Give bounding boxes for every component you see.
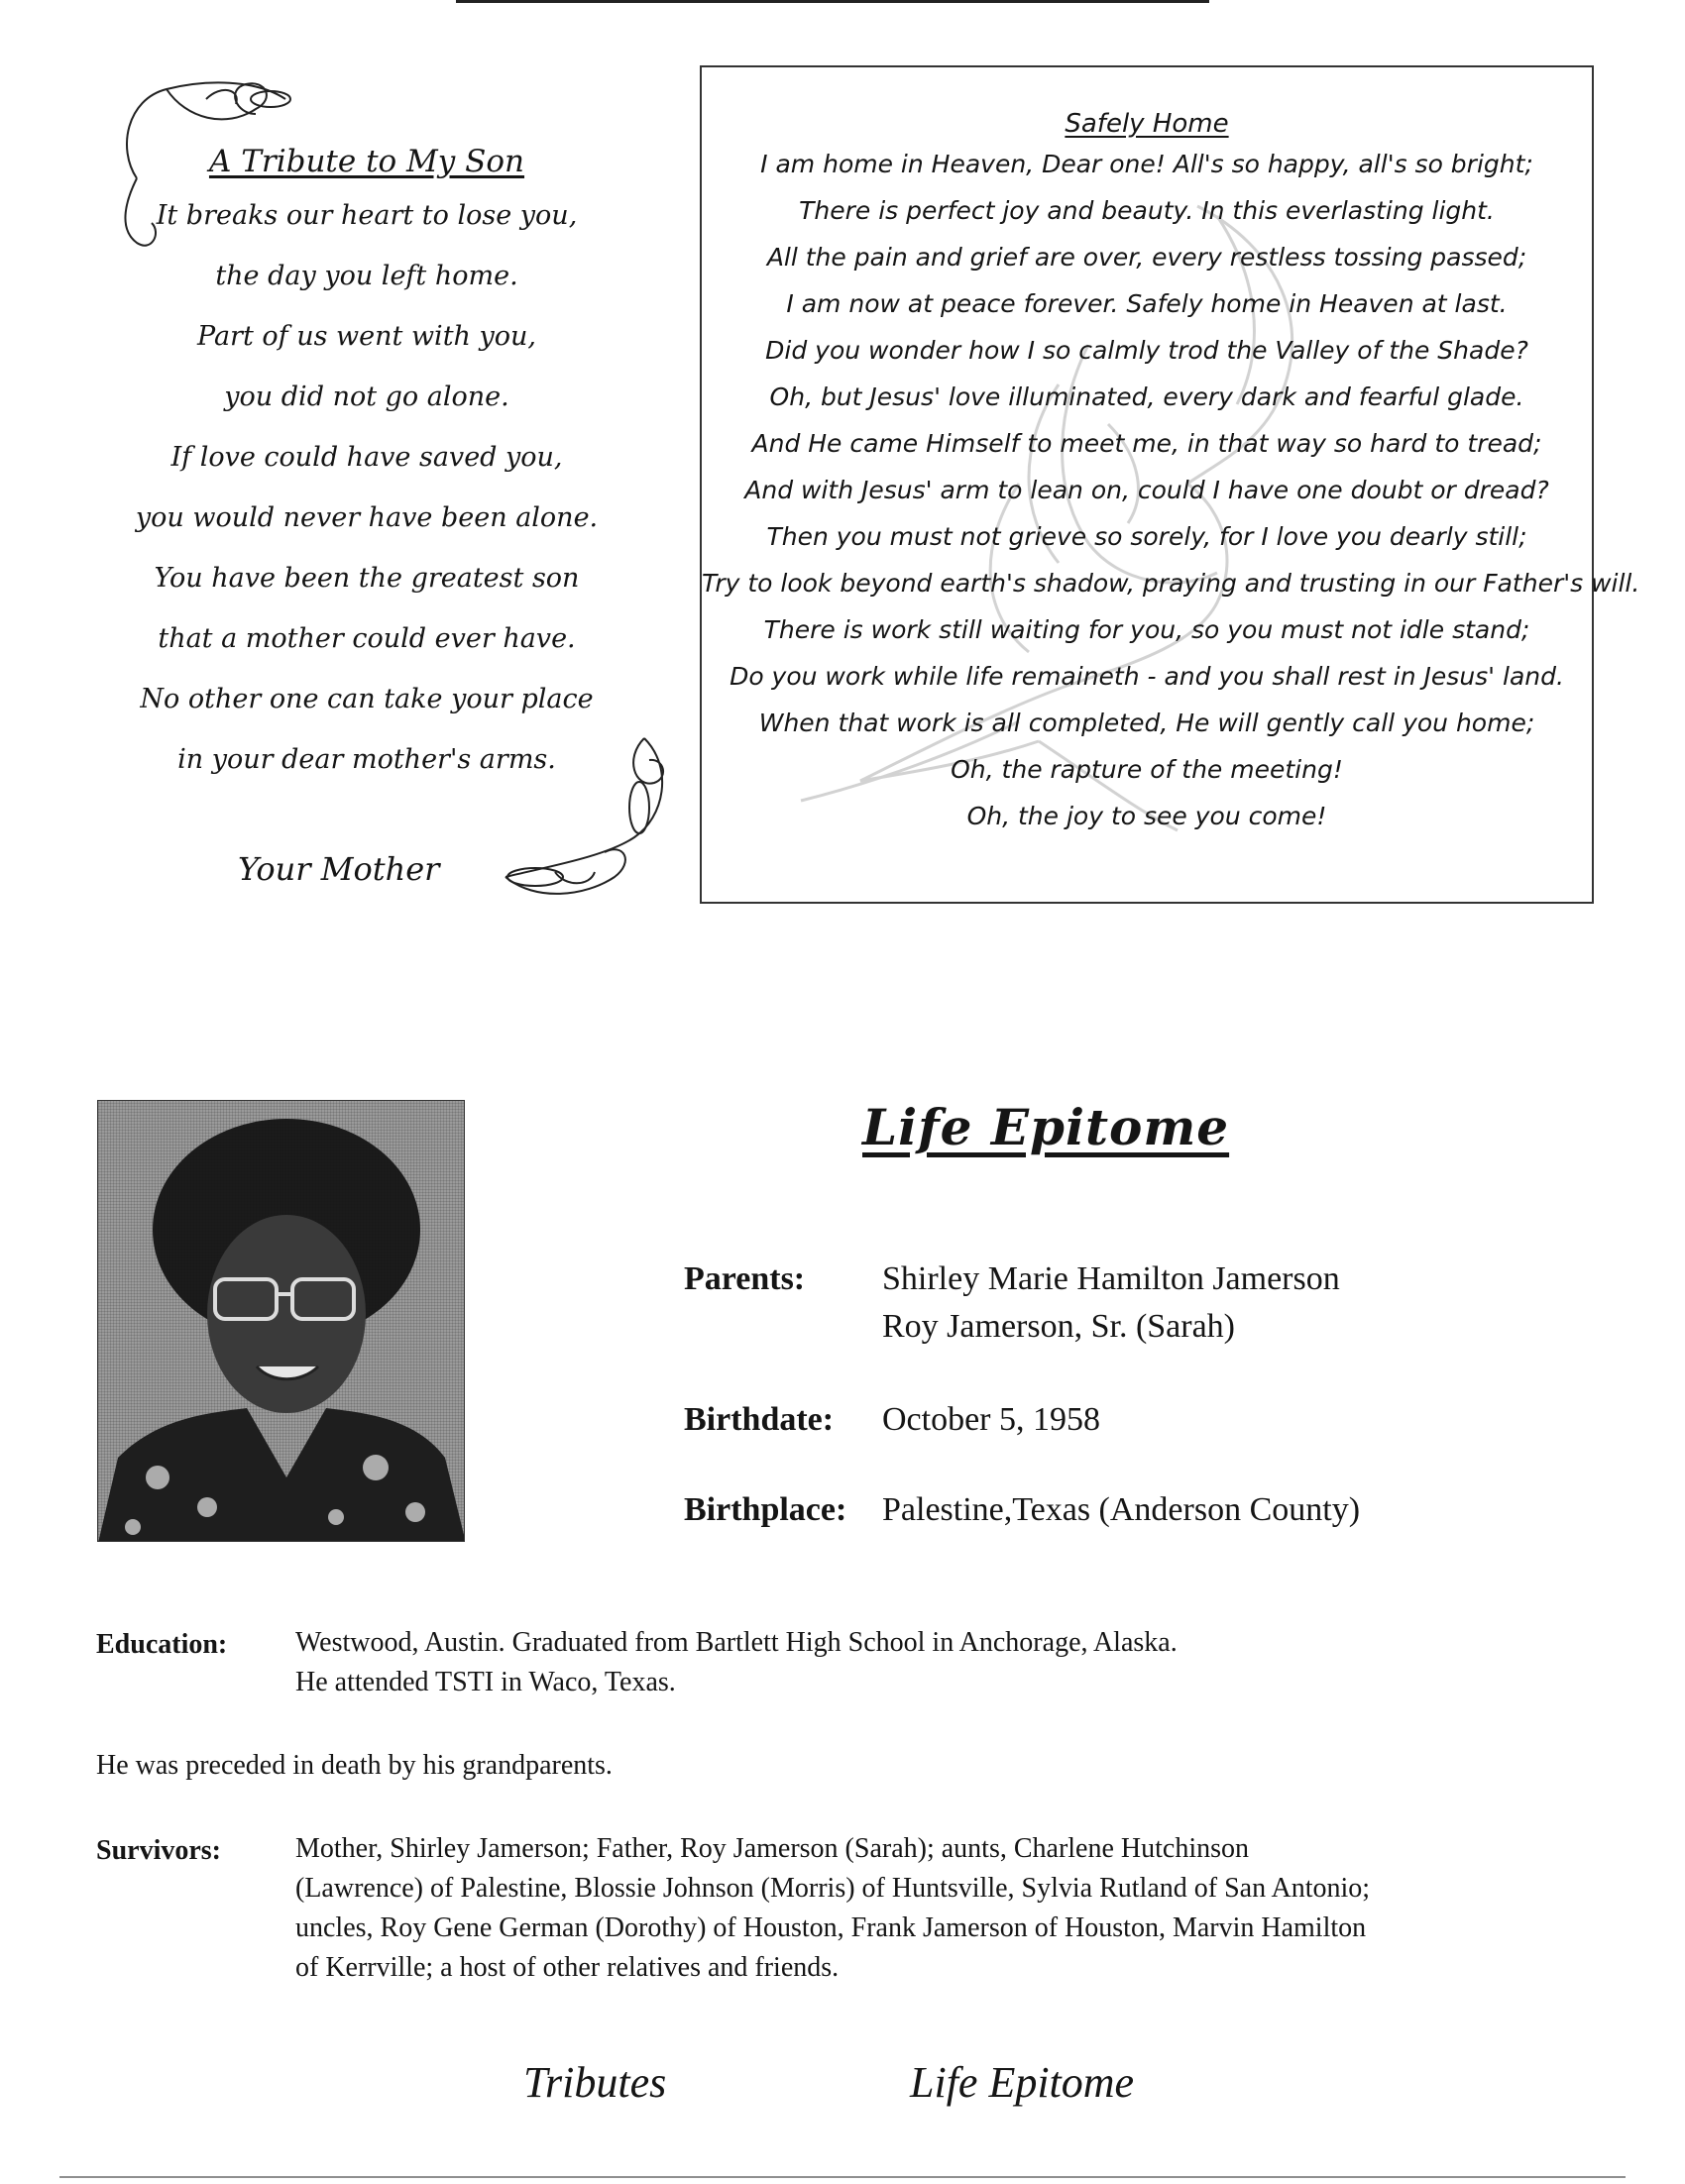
tribute-line: you would never have been alone. (135, 502, 599, 533)
portrait-figure (98, 1101, 465, 1542)
poem-line: Do you work while life remaineth - and you shall rest in Jesus' land. (730, 662, 1564, 691)
tribute-line: If love could have saved you, (170, 442, 563, 473)
tribute-line: the day you left home. (215, 261, 518, 291)
life-epitome-heading: Life Epitome (862, 1098, 1230, 1156)
safely-home-poem-box (700, 65, 1640, 904)
tribute-line: Part of us went with you, (196, 321, 536, 352)
footer-life-epitome: Life Epitome (910, 2058, 1135, 2107)
poem-line: Then you must not grieve so sorely, for I love you dearly still; (766, 522, 1527, 551)
survivors-line: uncles, Roy Gene German (Dorothy) of Houston, Frank Jamerson of Houston, Marvin Hamilton (295, 1912, 1367, 1943)
poem-line: Oh, but Jesus' love illuminated, every dark and fearful glade. (769, 382, 1524, 411)
birthplace-value: Palestine,Texas (Anderson County) (882, 1491, 1361, 1528)
parent-name: Shirley Marie Hamilton Jamerson (882, 1260, 1340, 1297)
preceded-in-death-text: He was preceded in death by his grandparents. (96, 1750, 613, 1781)
survivors-line: (Lawrence) of Palestine, Blossie Johnson (Morris) of Huntsville, Sylvia Rutland of San Antonio; (295, 1873, 1371, 1904)
poem-line: There is work still waiting for you, so you must not idle stand; (763, 615, 1530, 644)
poem-line: All the pain and grief are over, every restless tossing passed; (766, 243, 1527, 272)
poem-line: Did you wonder how I so calmly trod the Valley of the Shade? (765, 336, 1528, 365)
tribute-line: No other one can take your place (140, 684, 594, 714)
poem-line: There is perfect joy and beauty. In this everlasting light. (799, 196, 1495, 225)
education-line: Westwood, Austin. Graduated from Bartlett High School in Anchorage, Alaska. (295, 1627, 1178, 1658)
survivors-line: Mother, Shirley Jamerson; Father, Roy Jamerson (Sarah); aunts, Charlene Hutchinson (295, 1833, 1250, 1864)
education-line: He attended TSTI in Waco, Texas. (295, 1667, 676, 1697)
poem-line: And He came Himself to meet me, in that way so hard to tread; (751, 429, 1542, 458)
poem-line: I am now at peace forever. Safely home in Heaven at last. (786, 289, 1508, 318)
poem-line: Oh, the rapture of the meeting! (951, 755, 1343, 784)
tribute-line: you did not go alone. (224, 382, 509, 412)
bottom-rule (59, 2176, 1626, 2178)
survivors-label: Survivors: (96, 1835, 221, 1866)
birthdate-label: Birthdate: (684, 1401, 835, 1438)
top-rule (456, 0, 1209, 3)
education-label: Education: (96, 1629, 228, 1660)
tribute-signature: Your Mother (238, 850, 440, 888)
tribute-line: in your dear mother's arms. (177, 744, 556, 775)
tribute-poem (119, 144, 615, 790)
portrait-photo (97, 1100, 465, 1542)
poem-line: When that work is all completed, He will gently call you home; (758, 709, 1535, 737)
poem-line: Oh, the joy to see you come! (966, 802, 1327, 830)
poem-title: Safely Home (1065, 109, 1229, 139)
poem-line: And with Jesus' arm to lean on, could I have one doubt or dread? (744, 476, 1549, 504)
survivors-line: of Kerrville; a host of other relatives and friends. (295, 1952, 840, 1983)
tribute-line: You have been the greatest son (154, 563, 580, 594)
tribute-line: that a mother could ever have. (158, 623, 576, 654)
birthdate-value: October 5, 1958 (882, 1401, 1101, 1438)
poem-line: I am home in Heaven, Dear one! All's so happy, all's so bright; (760, 150, 1533, 178)
tribute-line: It breaks our heart to lose you, (156, 200, 578, 231)
poem-line: Try to look beyond earth's shadow, praying and trusting in our Father's will. (702, 569, 1640, 598)
birthplace-label: Birthplace: (684, 1491, 847, 1528)
parent-name: Roy Jamerson, Sr. (Sarah) (882, 1308, 1236, 1345)
parents-label: Parents: (684, 1260, 806, 1297)
footer-tributes: Tributes (523, 2058, 667, 2107)
tribute-title: A Tribute to My Son (208, 144, 525, 179)
